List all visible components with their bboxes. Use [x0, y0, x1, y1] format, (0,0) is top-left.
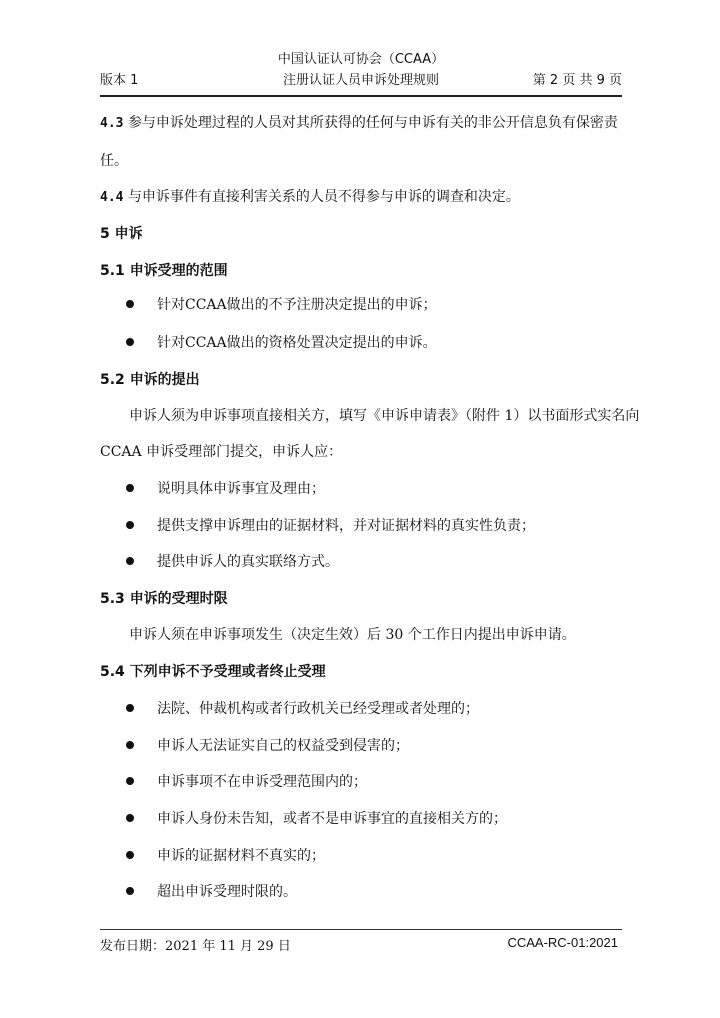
bullet-icon	[126, 484, 134, 492]
section-5-4-heading	[100, 661, 326, 681]
bullet-icon	[126, 814, 134, 822]
section-5-2-heading	[100, 369, 200, 389]
footer-doc-code: CCAA-RC-01:2021	[507, 935, 618, 950]
section-5-heading	[100, 223, 143, 243]
bullet-icon	[126, 851, 134, 859]
list-item: 说明具体申诉事宜及理由；	[157, 481, 325, 497]
header-org: 中国认证认可协会（CCAA）	[277, 52, 445, 67]
list-item: 申诉人身份未告知，或者不是申诉事宜的直接相关方的；	[157, 811, 507, 827]
clause-4-4	[100, 186, 520, 206]
bullet-icon	[126, 704, 134, 712]
section-title: 申诉受理的范围	[129, 263, 228, 279]
list-item: 提供支撑申诉理由的证据材料，并对证据材料的真实性负责；	[157, 518, 535, 534]
footer-divider	[100, 929, 622, 930]
page-header	[100, 40, 622, 98]
list-item: 提供申诉人的真实联络方式。	[157, 554, 339, 570]
bullet-icon	[126, 741, 134, 749]
paragraph-line: 申诉人须为申诉事项直接相关方，填写《申诉申请表》（附件 1）以书面形式实名向	[129, 408, 640, 424]
clause-number: 4.3	[100, 116, 124, 131]
header-doc-title: 注册认证人员申诉处理规则	[282, 73, 439, 88]
section-5-3-heading	[100, 588, 228, 608]
section-number: 5.4	[100, 664, 125, 680]
bullet-icon	[126, 887, 134, 895]
section-number: 5.2	[100, 372, 125, 388]
bullet-icon	[126, 557, 134, 565]
clause-4-3-cont: 任。	[100, 153, 128, 169]
clause-number: 4.4	[100, 190, 124, 205]
list-item: 针对CCAA做出的资格处置决定提出的申诉。	[157, 335, 437, 351]
list-item: 超出申诉受理时限的。	[157, 884, 297, 900]
list-item: 申诉事项不在申诉受理范围内的；	[157, 774, 367, 790]
section-number: 5.1	[100, 263, 125, 279]
clause-text: 与申诉事件有直接利害关系的人员不得参与申诉的调查和决定。	[127, 189, 520, 205]
list-item: 申诉人无法证实自己的权益受到侵害的；	[157, 738, 409, 754]
bullet-icon	[126, 777, 134, 785]
clause-4-3	[100, 112, 618, 132]
header-version: 版本 1	[100, 73, 139, 88]
section-title: 申诉的受理时限	[129, 591, 228, 607]
section-number: 5.3	[100, 591, 125, 607]
bullet-icon	[126, 521, 134, 529]
list-item: 针对CCAA做出的不予注册决定提出的申诉；	[157, 297, 437, 313]
clause-text: 参与申诉处理过程的人员对其所获得的任何与申诉有关的非公开信息负有保密责	[127, 115, 618, 131]
list-item: 申诉的证据材料不真实的；	[157, 848, 325, 864]
paragraph-line: CCAA 申诉受理部门提交，申诉人应：	[100, 444, 343, 460]
paragraph-line: 申诉人须在申诉事项发生（决定生效）后 30 个工作日内提出申诉申请。	[129, 627, 576, 643]
section-title: 申诉	[114, 226, 143, 242]
section-title: 下列申诉不予受理或者终止受理	[129, 664, 326, 680]
bullet-icon	[126, 338, 134, 346]
header-divider	[100, 95, 622, 97]
list-item: 法院、仲裁机构或者行政机关已经受理或者处理的；	[157, 701, 479, 717]
bullet-icon	[126, 300, 134, 308]
section-number: 5	[100, 226, 110, 242]
footer-issue-date: 发布日期：2021 年 11 月 29 日	[100, 939, 291, 954]
section-title: 申诉的提出	[129, 372, 200, 388]
section-5-1-heading	[100, 260, 228, 280]
header-page-info: 第 2 页 共 9 页	[532, 73, 622, 88]
